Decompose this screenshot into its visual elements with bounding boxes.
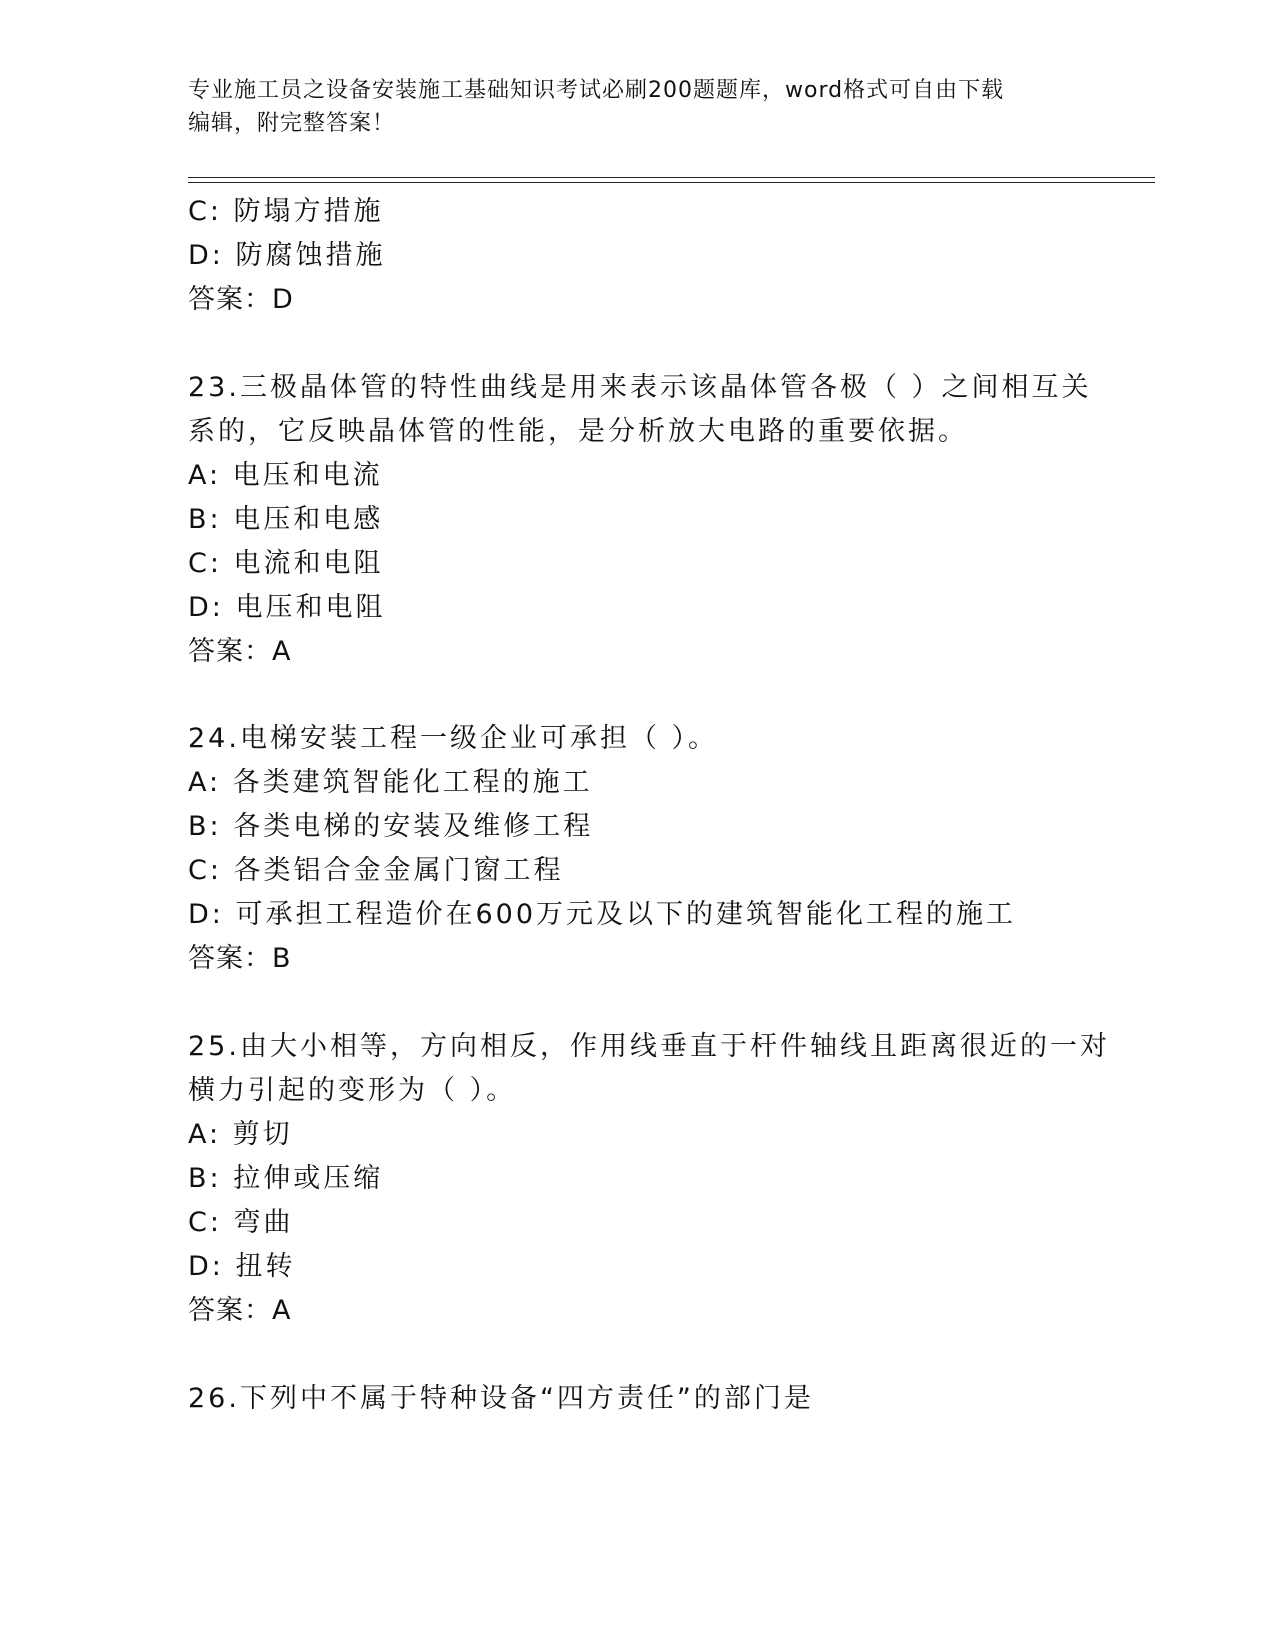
option-c-24: C: 各类铝合金金属门窗工程	[188, 855, 564, 886]
option-d-25: D: 扭转	[188, 1251, 296, 1282]
header-divider-top	[188, 177, 1155, 178]
option-c-25: C: 弯曲	[188, 1207, 294, 1238]
question-25-line-1: 25.由大小相等，方向相反，作用线垂直于杆件轴线且距离很近的一对	[188, 1031, 1110, 1062]
question-24: 24.电梯安装工程一级企业可承担（ ）。	[188, 723, 719, 754]
option-d-24: D: 可承担工程造价在600万元及以下的建筑智能化工程的施工	[188, 899, 1017, 930]
header-line-2: 编辑，附完整答案！	[188, 111, 396, 136]
header-line-1: 专业施工员之设备安装施工基础知识考试必刷200题题库，word格式可自由下载	[188, 78, 1005, 103]
option-a-24: A: 各类建筑智能化工程的施工	[188, 767, 593, 798]
question-26: 26.下列中不属于特种设备“四方责任”的部门是	[188, 1383, 814, 1414]
option-d-22: D: 防腐蚀措施	[188, 240, 386, 271]
answer-23: 答案：A	[188, 636, 292, 667]
question-25-line-2: 横力引起的变形为（ ）。	[188, 1075, 517, 1106]
document-header	[188, 74, 1088, 140]
option-b-23: B: 电压和电感	[188, 504, 384, 535]
question-23-line-2: 系的，它反映晶体管的性能，是分析放大电路的重要依据。	[188, 416, 968, 447]
option-a-23: A: 电压和电流	[188, 460, 383, 491]
option-c-22: C: 防塌方措施	[188, 196, 384, 227]
answer-22: 答案：D	[188, 284, 294, 315]
header-divider-bottom	[188, 182, 1155, 183]
option-d-23: D: 电压和电阻	[188, 592, 386, 623]
answer-24: 答案：B	[188, 943, 292, 974]
option-a-25: A: 剪切	[188, 1119, 293, 1150]
question-23-line-1: 23.三极晶体管的特性曲线是用来表示该晶体管各极（ ）之间相互关	[188, 372, 1092, 403]
option-c-23: C: 电流和电阻	[188, 548, 384, 579]
option-b-24: B: 各类电梯的安装及维修工程	[188, 811, 594, 842]
answer-25: 答案：A	[188, 1295, 292, 1326]
option-b-25: B: 拉伸或压缩	[188, 1163, 384, 1194]
